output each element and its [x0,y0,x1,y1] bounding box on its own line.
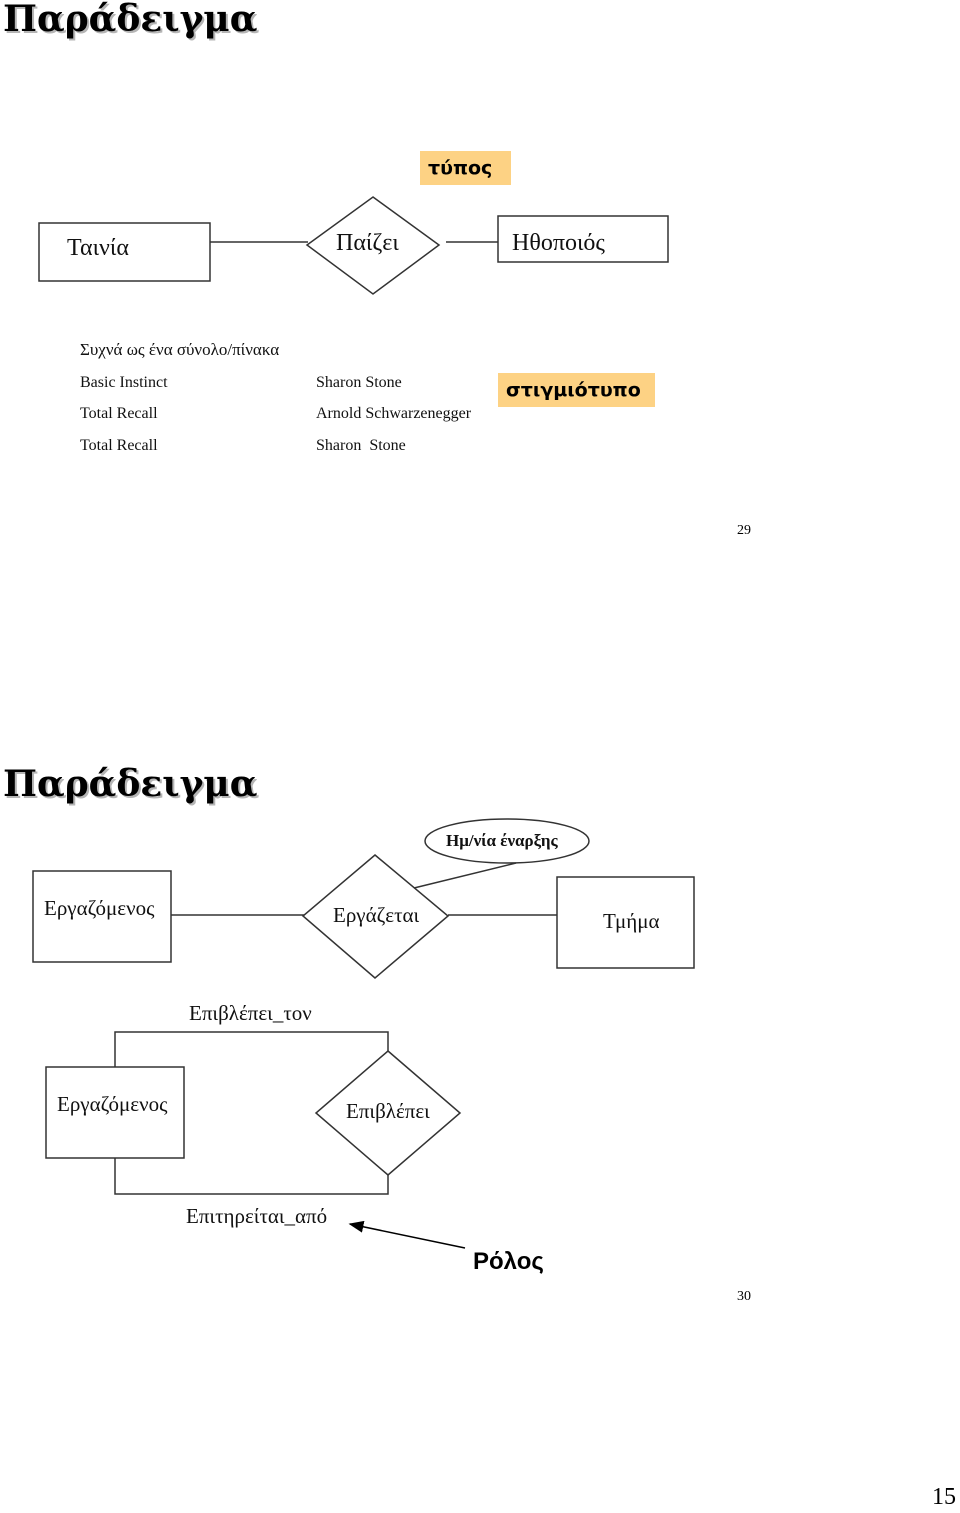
sheet-number: 15 [932,1484,956,1510]
instance-movie-2: Total Recall [80,405,158,422]
instance-movie-3: Total Recall [80,437,158,454]
instance-actor-2: Arnold Schwarzenegger [316,405,472,422]
instance-movie-1: Basic Instinct [80,374,168,391]
instance-actor-1: Sharon Stone [316,374,402,391]
role-arrow [350,1224,465,1248]
connector-attribute-works [414,863,516,888]
role-line-supervises [115,1032,388,1067]
instance-tag: στιγμιότυπο [498,373,655,407]
role-caption: Ρόλος [473,1248,544,1275]
slide-title: Παράδειγμα [3,0,258,40]
type-tag: τύπος [420,151,511,185]
page-number-29: 29 [737,523,751,538]
role-line-supervised-by [115,1158,388,1194]
attribute-label-start-date: Ημ/νία έναρξης [446,831,558,850]
relationship-label-supervises: Επιβλέπει [346,1099,430,1123]
role-label-supervised-by: Επιτηρείται_από [186,1204,328,1228]
entity-label-employee: Εργαζόμενος [44,896,155,920]
instance-actor-3: Sharon Stone [316,437,406,454]
relationship-label-plays: Παίζει [336,230,399,256]
entity-label-actor: Ηθοποιός [512,230,605,256]
slide-title-2: Παράδειγμα [3,763,258,805]
entity-label-movie: Ταινία [67,235,129,261]
role-label-supervises: Επιβλέπει_τον [189,1001,312,1025]
set-caption: Συχνά ως ένα σύνολο/πίνακα [80,340,280,359]
relationship-label-works: Εργάζεται [333,903,420,927]
page-number-30: 30 [737,1289,751,1304]
entity-label-department: Τμήμα [603,909,660,933]
entity-label-employee-self: Εργαζόμενος [57,1092,168,1116]
